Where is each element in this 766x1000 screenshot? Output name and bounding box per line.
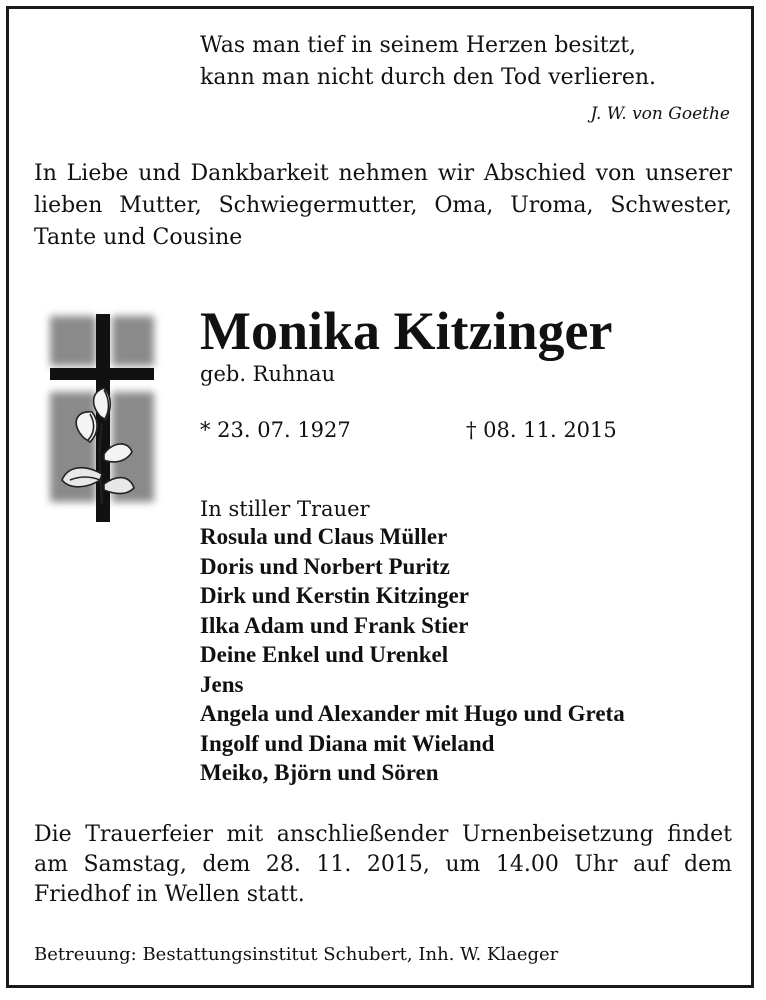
- mourner-name: Deine Enkel und Urenkel: [200, 642, 449, 667]
- cross-lily-emblem: [40, 304, 164, 526]
- goethe-quote: [200, 30, 656, 94]
- mourner-name: Meiko, Björn und Sören: [200, 760, 439, 785]
- mourning-label: In stiller Trauer: [200, 497, 370, 521]
- intro-text: In Liebe und Dankbarkeit nehmen wir Abschied von unserer lieben Mutter, Schwiegermutter, Oma, Uroma, Schwester, Tante und Cousine: [34, 161, 732, 250]
- maiden-name: geb. Ruhnau: [200, 362, 336, 386]
- undertaker-line: Betreuung: Bestattungsinstitut Schubert, Inh. W. Klaeger: [34, 944, 559, 965]
- quote-line: Was man tief in seinem Herzen besitzt,: [200, 33, 637, 58]
- birth-date: * 23. 07. 1927: [200, 418, 351, 442]
- quote-author: J. W. von Goethe: [590, 104, 730, 124]
- mourner-name: Ilka Adam und Frank Stier: [200, 612, 469, 638]
- mourner-name: Angela und Alexander mit Hugo und Greta: [200, 701, 625, 726]
- mourner-name: Doris und Norbert Puritz: [200, 553, 450, 579]
- mourner-name: Dirk und Kerstin Kitzinger: [200, 583, 469, 608]
- mourners-list: [200, 522, 625, 788]
- quote-line: kann man nicht durch den Tod verlieren.: [200, 65, 657, 90]
- mourner-name: Ingolf und Diana mit Wieland: [200, 730, 495, 756]
- deceased-name: Monika Kitzinger: [200, 301, 613, 361]
- ceremony-text: Die Trauerfeier mit anschließender Urnenbeisetzung findet am Samstag, dem 28. 11. 2015, um 14.00 Uhr auf dem Friedhof in Wellen statt.: [34, 822, 732, 907]
- death-date: † 08. 11. 2015: [466, 418, 617, 442]
- mourner-name: Jens: [200, 671, 244, 697]
- mourner-name: Rosula und Claus Müller: [200, 524, 448, 549]
